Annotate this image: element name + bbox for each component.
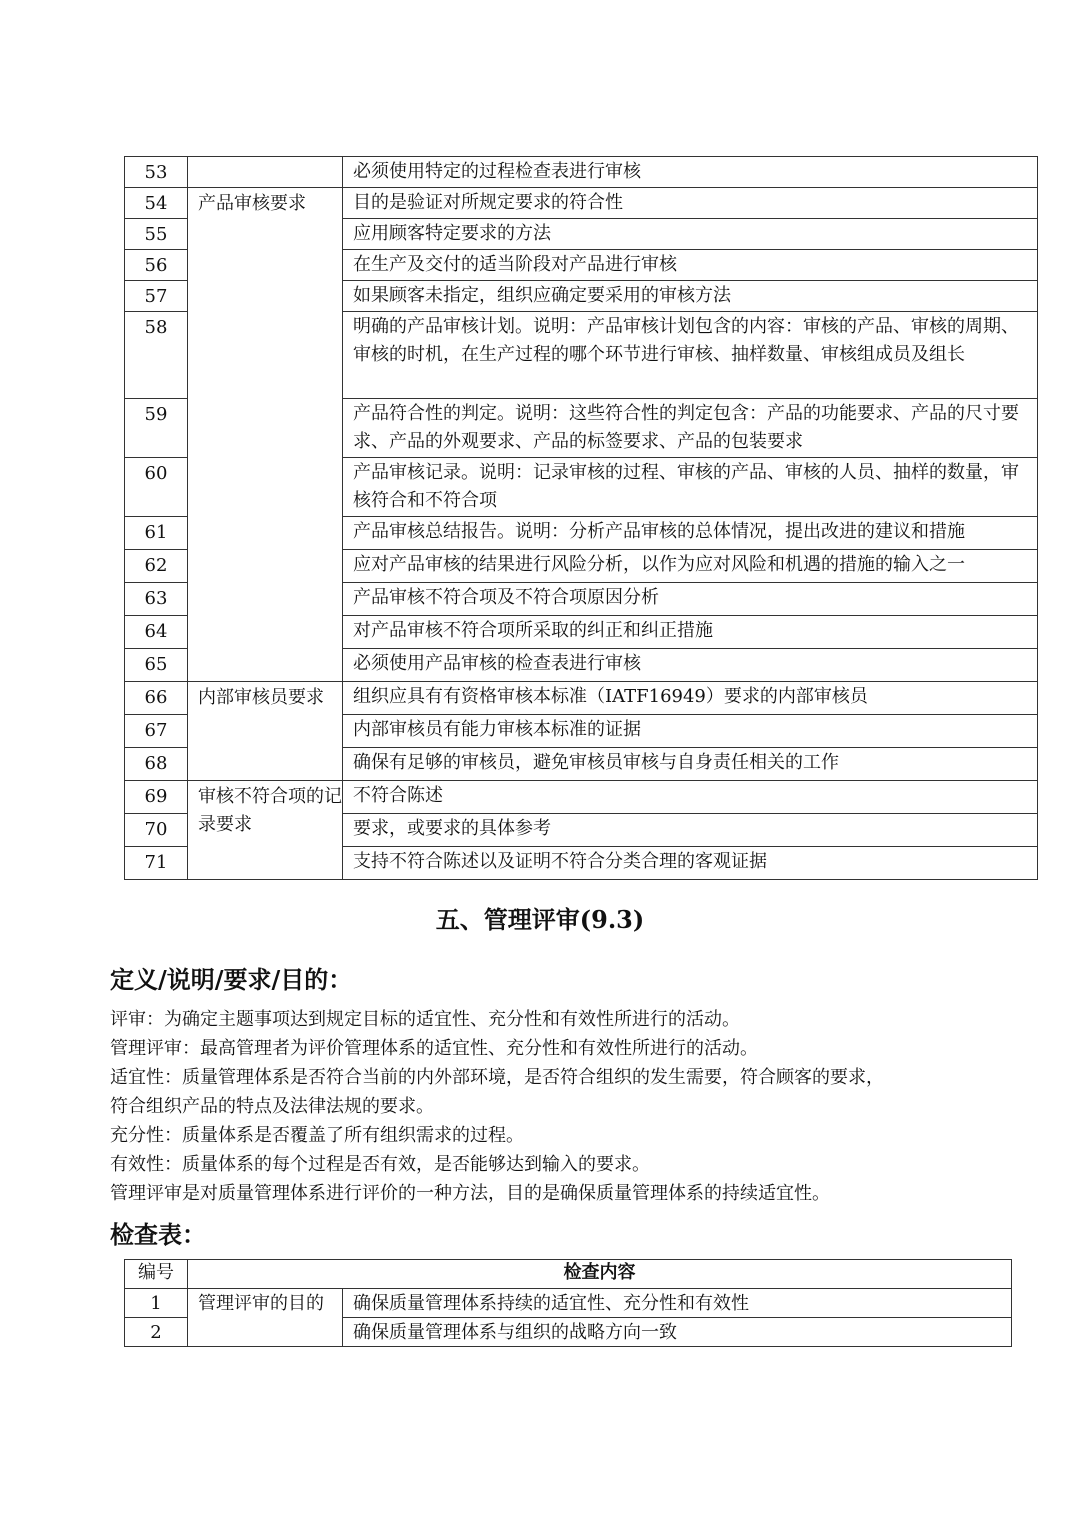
category-management-review-purpose: 管理评审的目的 (188, 1289, 343, 1347)
paragraph-line: 管理评审是对质量管理体系进行评价的一种方法，目的是确保质量管理体系的持续适宜性。 (110, 1183, 830, 1204)
table-row (125, 1289, 1012, 1318)
row-content: 确保有足够的审核员，避免审核员审核与自身责任相关的工作 (343, 748, 1038, 781)
row-content: 明确的产品审核计划。说明：产品审核计划包含的内容：审核的产品、审核的周期、审核的时机，在生产过程的哪个环节进行审核、抽样数量、审核组成员及组长 (343, 312, 1038, 399)
category-internal-auditor: 内部审核员要求 (188, 682, 343, 781)
row-content: 要求，或要求的具体参考 (343, 814, 1038, 847)
row-content: 应用顾客特定要求的方法 (343, 219, 1038, 250)
row-number: 70 (125, 814, 188, 847)
row-content: 在生产及交付的适当阶段对产品进行审核 (343, 250, 1038, 281)
paragraph-line: 充分性：质量体系是否覆盖了所有组织需求的过程。 (110, 1125, 524, 1146)
table-row (125, 157, 1038, 188)
row-number: 68 (125, 748, 188, 781)
row-number: 2 (125, 1318, 188, 1347)
category-cell-empty (188, 157, 343, 188)
row-number: 54 (125, 188, 188, 219)
category-nonconformity-record: 审核不符合项的记录要求 (188, 781, 343, 880)
row-content: 应对产品审核的结果进行风险分析，以作为应对风险和机遇的措施的输入之一 (343, 550, 1038, 583)
row-content: 确保质量管理体系与组织的战略方向一致 (343, 1318, 1012, 1347)
row-number: 64 (125, 616, 188, 649)
row-number: 53 (125, 157, 188, 188)
definition-heading: 定义/说明/要求/目的： (110, 965, 353, 994)
table-row (125, 781, 1038, 814)
row-number: 66 (125, 682, 188, 715)
row-number: 56 (125, 250, 188, 281)
table-header-row (125, 1260, 1012, 1289)
row-number: 57 (125, 281, 188, 312)
management-review-checklist-table (124, 1259, 1012, 1347)
row-number: 60 (125, 458, 188, 517)
audit-requirements-table (124, 156, 1038, 880)
row-number: 63 (125, 583, 188, 616)
section-title: 五、管理评审(9.3) (435, 905, 645, 934)
row-number: 58 (125, 312, 188, 399)
row-content: 目的是验证对所规定要求的符合性 (343, 188, 1038, 219)
row-content: 产品审核不符合项及不符合项原因分析 (343, 583, 1038, 616)
paragraph-line: 有效性：质量体系的每个过程是否有效，是否能够达到输入的要求。 (110, 1154, 650, 1175)
row-number: 1 (125, 1289, 188, 1318)
paragraph-line: 符合组织产品的特点及法律法规的要求。 (110, 1096, 434, 1117)
paragraph-line: 适宜性：质量管理体系是否符合当前的内外部环境，是否符合组织的发生需要，符合顾客的要求， (110, 1067, 884, 1088)
table-row (125, 188, 1038, 219)
row-content: 产品审核总结报告。说明：分析产品审核的总体情况，提出改进的建议和措施 (343, 517, 1038, 550)
row-number: 55 (125, 219, 188, 250)
row-content: 组织应具有有资格审核本标准（IATF16949）要求的内部审核员 (343, 682, 1038, 715)
paragraph-line: 管理评审：最高管理者为评价管理体系的适宜性、充分性和有效性所进行的活动。 (110, 1038, 758, 1059)
row-content: 必须使用产品审核的检查表进行审核 (343, 649, 1038, 682)
row-number: 61 (125, 517, 188, 550)
row-content: 产品符合性的判定。说明：这些符合性的判定包含：产品的功能要求、产品的尺寸要求、产品的外观要求、产品的标签要求、产品的包装要求 (343, 399, 1038, 458)
row-content: 不符合陈述 (343, 781, 1038, 814)
category-product-audit: 产品审核要求 (188, 188, 343, 682)
row-content: 确保质量管理体系持续的适宜性、充分性和有效性 (343, 1289, 1012, 1318)
row-content: 支持不符合陈述以及证明不符合分类合理的客观证据 (343, 847, 1038, 880)
row-content: 如果顾客未指定，组织应确定要采用的审核方法 (343, 281, 1038, 312)
header-content: 检查内容 (188, 1260, 1012, 1289)
row-number: 71 (125, 847, 188, 880)
header-number: 编号 (125, 1260, 188, 1289)
definition-paragraphs (110, 1005, 1010, 1208)
row-number: 59 (125, 399, 188, 458)
row-number: 65 (125, 649, 188, 682)
row-content: 对产品审核不符合项所采取的纠正和纠正措施 (343, 616, 1038, 649)
row-content: 必须使用特定的过程检查表进行审核 (343, 157, 1038, 188)
checklist-heading: 检查表： (110, 1220, 206, 1249)
row-number: 67 (125, 715, 188, 748)
row-number: 69 (125, 781, 188, 814)
paragraph-line: 评审：为确定主题事项达到规定目标的适宜性、充分性和有效性所进行的活动。 (110, 1009, 740, 1030)
row-number: 62 (125, 550, 188, 583)
row-content: 产品审核记录。说明：记录审核的过程、审核的产品、审核的人员、抽样的数量，审核符合和不符合项 (343, 458, 1038, 517)
table-row (125, 682, 1038, 715)
row-content: 内部审核员有能力审核本标准的证据 (343, 715, 1038, 748)
